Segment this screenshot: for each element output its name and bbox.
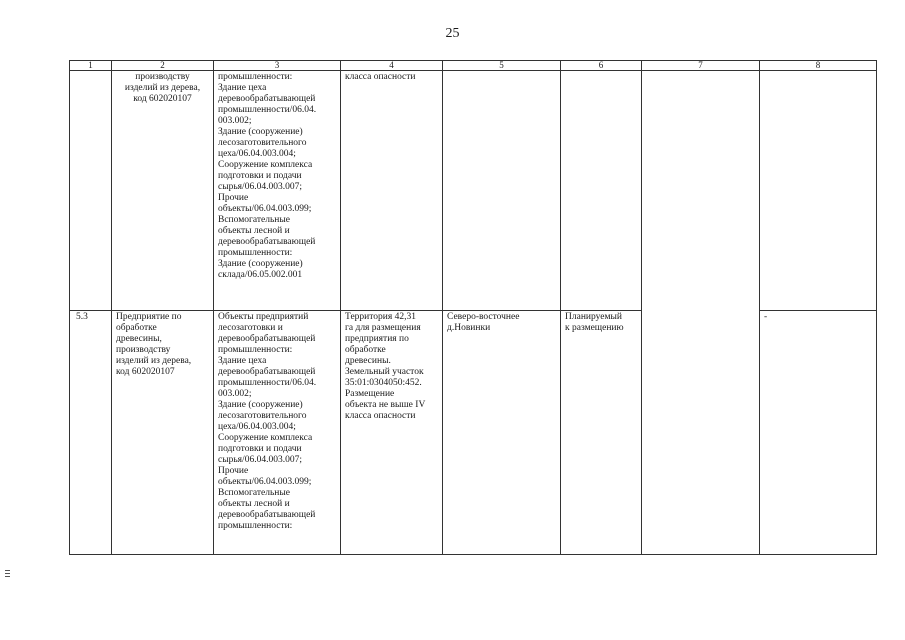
table-cell: производству изделий из дерева, код 602020107 xyxy=(112,71,214,311)
column-header-3: 3 xyxy=(214,61,341,71)
column-header-5: 5 xyxy=(443,61,561,71)
column-header-7: 7 xyxy=(642,61,760,71)
header-row xyxy=(70,61,877,71)
column-header-6: 6 xyxy=(561,61,642,71)
table-cell: Северо-восточнее д.Новинки xyxy=(443,311,561,555)
column-header-2: 2 xyxy=(112,61,214,71)
table-cell: 5.3 xyxy=(70,311,112,555)
column-header-4: 4 xyxy=(341,61,443,71)
table-cell xyxy=(642,71,760,311)
table-row xyxy=(70,71,877,311)
page-number: 25 xyxy=(445,26,460,41)
column-header-8: 8 xyxy=(760,61,877,71)
table-cell xyxy=(760,71,877,311)
table-cell: Планируемый к размещению xyxy=(561,311,642,555)
table-cell: - xyxy=(760,311,877,555)
table-cell xyxy=(443,71,561,311)
column-header-1: 1 xyxy=(70,61,112,71)
table-cell: промышленности: Здание цеха деревообрабатывающей промышленности/06.04. 003.002; Здание (сооружение) лесозаготовительного цеха/06.04.003.004; Сооружение комплекса подготовки и подачи сырья/06.04.003.007; Прочие объекты/06.04.003.099; Вспомогательные объекты лесной и деревообрабатывающей промышленности: Здание (сооружение) склада/06.05.002.001 xyxy=(214,71,341,311)
table-cell: Территория 42,31 га для размещения предприятия по обработке древесины. Земельный участок 35:01:0304050:452. Размещение объекта не выше IV класса опасности xyxy=(341,311,443,555)
table-cell: класса опасности xyxy=(341,71,443,311)
table-cell xyxy=(70,71,112,311)
table-cell: Объекты предприятий лесозаготовки и деревообрабатывающей промышленности: Здание цеха деревообрабатывающей промышленности/06.04. 003.002; Здание (сооружение) лесозаготовительного цеха/06.04.003.004; Сооружение комплекса подготовки и подачи сырья/06.04.003.007; Прочие объекты/06.04.003.099; Вспомогательные объекты лесной и деревообрабатывающей промышленности: xyxy=(214,311,341,555)
margin-mark xyxy=(5,570,10,579)
table-row xyxy=(70,311,877,555)
table-cell xyxy=(561,71,642,311)
table-cell xyxy=(642,311,760,555)
table-cell: Предприятие по обработке древесины, производству изделий из дерева, код 602020107 xyxy=(112,311,214,555)
document-table xyxy=(69,60,877,555)
